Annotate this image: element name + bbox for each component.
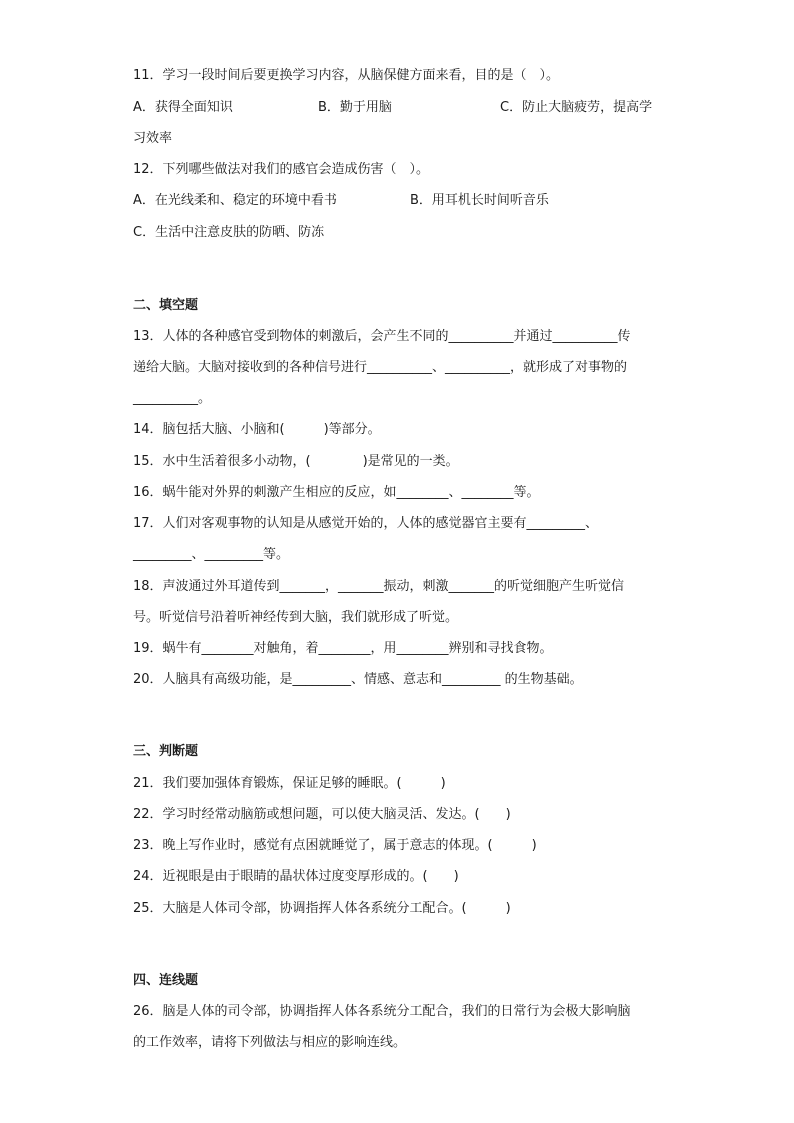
option-12-c: C．生活中注意皮肤的防晒、防冻 [133, 225, 325, 240]
question-17: 17．人们对客观事物的认知是从感觉开始的，人体的感觉器官主要有_________、 [133, 516, 599, 531]
option-11-b: B．勤于用脑 [318, 100, 392, 115]
question-22: 22．学习时经常动脑筋或想问题，可以使大脑灵活、发达。( ) [133, 807, 511, 822]
question-11: 11．学习一段时间后要更换学习内容，从脑保健方面来看，目的是（ ）。 [133, 68, 560, 83]
question-13-line-2: 递给大脑。大脑对接收到的各种信号进行__________、__________，就形成了对事物的 [133, 360, 628, 375]
question-25: 25．大脑是人体司令部，协调指挥人体各系统分工配合。( ) [133, 901, 511, 916]
question-20: 20．人脑具有高级功能，是_________、情感、意志和_________ 的生物基础。 [133, 672, 583, 687]
section-heading-fill-blank: 二、填空题 [133, 298, 199, 313]
option-11-c-continued: 习效率 [133, 131, 173, 146]
question-19: 19．蜗牛有________对触角，着________，用________辨别和寻找食物。 [133, 641, 553, 656]
section-heading-true-false: 三、判断题 [133, 744, 199, 759]
question-15: 15．水中生活着很多小动物，( )是常见的一类。 [133, 454, 459, 469]
question-13-line-3: __________。 [133, 391, 212, 406]
option-11-c: C．防止大脑疲劳，提高学 [500, 100, 653, 115]
question-21: 21．我们要加强体育锻炼，保证足够的睡眠。( ) [133, 776, 446, 791]
question-17-line-2: _________、_________等。 [133, 547, 290, 562]
question-26-line-2: 的工作效率，请将下列做法与相应的影响连线。 [133, 1035, 407, 1050]
question-18: 18．声波通过外耳道传到_______，_______振动，刺激_______的听觉细胞产生听觉信 [133, 579, 625, 594]
option-11-a: A．获得全面知识 [133, 100, 233, 115]
question-26: 26．脑是人体的司令部，协调指挥人体各系统分工配合，我们的日常行为会极大影响脑 [133, 1004, 631, 1019]
option-12-a: A．在光线柔和、稳定的环境中看书 [133, 193, 337, 208]
question-16: 16．蜗牛能对外界的刺激产生相应的反应，如________、________等。 [133, 485, 540, 500]
question-24: 24．近视眼是由于眼睛的晶状体过度变厚形成的。( ) [133, 869, 459, 884]
question-14: 14．脑包括大脑、小脑和( )等部分。 [133, 422, 381, 437]
question-13: 13．人体的各种感官受到物体的刺激后，会产生不同的__________并通过__________传 [133, 329, 631, 344]
question-18-line-2: 号。听觉信号沿着听神经传到大脑，我们就形成了听觉。 [133, 610, 459, 625]
section-heading-matching: 四、连线题 [133, 973, 199, 988]
option-12-b: B．用耳机长时间听音乐 [410, 193, 549, 208]
question-23: 23．晚上写作业时，感觉有点困就睡觉了，属于意志的体现。( ) [133, 838, 537, 853]
question-12: 12．下列哪些做法对我们的感官会造成伤害（ ）。 [133, 162, 430, 177]
